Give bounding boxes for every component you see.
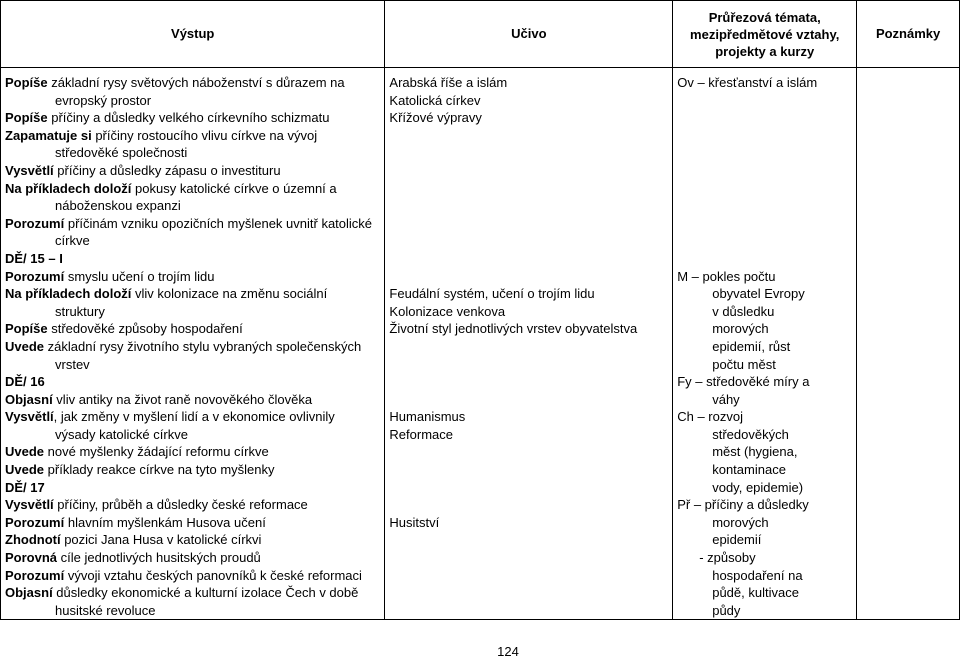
- vystup-line: [5, 232, 380, 250]
- ucivo-item: Arabská říše a islám: [389, 75, 508, 90]
- ucivo-item: Životní styl jednotlivých vrstev obyvatelstva: [389, 321, 638, 337]
- vystup-line-text: pokusy katolické církve o územní a: [131, 180, 337, 196]
- ucivo-spacer: [389, 162, 668, 180]
- temata-item: epidemií: [712, 532, 762, 548]
- vystup-line-text: hlavním myšlenkám Husova učení: [64, 514, 266, 530]
- vystup-line: [5, 531, 380, 549]
- vystup-line-verb: Popíše: [5, 110, 48, 126]
- temata-item: Ov – křesťanství a islám: [677, 75, 818, 90]
- vystup-line-verb: Uvede: [5, 462, 45, 478]
- vystup-cell: [1, 68, 385, 620]
- temata-item: epidemií, růst: [712, 338, 791, 354]
- header-row: [1, 1, 960, 68]
- ucivo-spacer: [389, 144, 668, 162]
- temata-item: obyvatel Evropy: [712, 286, 805, 302]
- vystup-line-verb: Zapamatuje si: [5, 127, 92, 143]
- vystup-line: [5, 602, 380, 620]
- ucivo-spacer: [389, 461, 668, 479]
- vystup-line: [5, 197, 380, 215]
- vystup-line-verb: Vysvětlí: [5, 497, 54, 513]
- ucivo-spacer: [389, 391, 668, 409]
- ucivo-spacer: [389, 443, 668, 461]
- vystup-line-verb: Zhodnotí: [5, 532, 61, 548]
- content-row: [1, 68, 960, 620]
- temata-item: Fy – středověké míry a: [677, 374, 810, 390]
- vystup-line-verb: DĚ/ 16: [5, 374, 45, 390]
- vystup-line-text: struktury: [55, 303, 105, 319]
- vystup-line-text: příčinám vzniku opozičních myšlenek uvnitř katolické: [64, 215, 373, 231]
- vystup-line: [5, 320, 380, 338]
- header-vystup: Výstup: [1, 1, 385, 68]
- vystup-line-text: husitské revoluce: [55, 602, 156, 618]
- temata-item: kontaminace: [712, 462, 786, 478]
- vystup-line: [5, 584, 380, 602]
- ucivo-item: Katolická církev: [389, 92, 481, 108]
- vystup-line: [5, 268, 380, 286]
- vystup-line: [5, 496, 380, 514]
- vystup-line-verb: Porozumí: [5, 567, 65, 583]
- vystup-line-verb: Objasní: [5, 391, 53, 407]
- vystup-line: [5, 408, 380, 426]
- vystup-line-text: vliv antiky na život raně novověkého člověka: [52, 391, 313, 407]
- vystup-line: [5, 109, 380, 127]
- vystup-line-verb: Vysvětlí: [5, 409, 54, 425]
- poznamky-cell: [857, 68, 960, 620]
- vystup-line-text: středověké společnosti: [55, 145, 188, 161]
- vystup-line: [5, 479, 380, 497]
- vystup-line: [5, 549, 380, 567]
- vystup-line-verb: Porovná: [5, 550, 58, 566]
- ucivo-item: Reformace: [389, 426, 453, 442]
- ucivo-cell: [385, 68, 673, 620]
- vystup-line-text: , jak změny v myšlení lidí a v ekonomice ovlivnily: [53, 409, 335, 425]
- ucivo-spacer: [389, 180, 668, 198]
- vystup-line: [5, 285, 380, 303]
- vystup-line-text: vývoji vztahu českých panovníků k české reformaci: [64, 567, 362, 583]
- vystup-line: [5, 74, 380, 92]
- vystup-line-text: středověké způsoby hospodaření: [47, 321, 243, 337]
- temata-spacer: [677, 250, 852, 268]
- temata-spacer: [677, 92, 852, 110]
- ucivo-spacer: [389, 250, 668, 268]
- vystup-line-verb: DĚ/ 17: [5, 479, 45, 495]
- ucivo-spacer: [389, 373, 668, 391]
- vystup-line-text: smyslu učení o trojím lidu: [64, 268, 215, 284]
- ucivo-item: Kolonizace venkova: [389, 303, 506, 319]
- vystup-line-verb: Popíše: [5, 321, 48, 337]
- ucivo-spacer: [389, 356, 668, 374]
- header-poznamky: Poznámky: [857, 1, 960, 68]
- vystup-line-text: příklady reakce církve na tyto myšlenky: [44, 462, 275, 478]
- temata-spacer: [677, 215, 852, 233]
- vystup-line: [5, 250, 380, 268]
- temata-item: středověkých: [712, 426, 789, 442]
- vystup-line-verb: DĚ/ 15 – I: [5, 250, 63, 266]
- temata-item: půdy: [712, 602, 741, 618]
- vystup-line: [5, 215, 380, 233]
- vystup-line-text: základní rysy světových náboženství s důrazem na: [47, 75, 345, 90]
- vystup-line: [5, 338, 380, 356]
- ucivo-spacer: [389, 338, 668, 356]
- vystup-line-verb: Na příkladech doloží: [5, 286, 132, 302]
- temata-item: morových: [712, 321, 769, 337]
- temata-item: Ch – rozvoj: [677, 409, 743, 425]
- vystup-line-text: náboženskou expanzi: [55, 198, 181, 214]
- temata-item: počtu měst: [712, 356, 776, 372]
- vystup-line-text: výsady katolické církve: [55, 426, 188, 442]
- temata-item: váhy: [712, 391, 740, 407]
- vystup-line-text: cíle jednotlivých husitských proudů: [57, 550, 261, 566]
- temata-item: morových: [712, 514, 769, 530]
- vystup-line: [5, 127, 380, 145]
- temata-item: M – pokles počtu: [677, 268, 776, 284]
- ucivo-spacer: [389, 197, 668, 215]
- temata-item: hospodaření na: [712, 567, 803, 583]
- ucivo-item: Humanismus: [389, 409, 466, 425]
- temata-spacer: [677, 127, 852, 145]
- temata-spacer: [677, 144, 852, 162]
- temata-item: půdě, kultivace: [712, 585, 799, 601]
- temata-spacer: [677, 232, 852, 250]
- vystup-line-text: evropský prostor: [55, 92, 152, 108]
- vystup-line-text: vliv kolonizace na změnu sociální: [131, 286, 328, 302]
- vystup-line-verb: Objasní: [5, 585, 53, 601]
- temata-item: měst (hygiena,: [712, 444, 798, 460]
- header-ucivo: Učivo: [385, 1, 673, 68]
- temata-item: - způsoby: [699, 550, 756, 566]
- ucivo-spacer: [389, 232, 668, 250]
- vystup-line-verb: Vysvětlí: [5, 162, 54, 178]
- ucivo-spacer: [389, 127, 668, 145]
- ucivo-item: Feudální systém, učení o trojím lidu: [389, 286, 595, 302]
- vystup-line-text: příčiny a důsledky zápasu o investituru: [53, 162, 281, 178]
- vystup-line: [5, 461, 380, 479]
- vystup-line-verb: Popíše: [5, 75, 48, 90]
- vystup-line: [5, 356, 380, 374]
- vystup-line-verb: Porozumí: [5, 215, 65, 231]
- vystup-line-text: základní rysy životního stylu vybraných společenských: [44, 338, 362, 354]
- vystup-line: [5, 303, 380, 321]
- ucivo-item: Křížové výpravy: [389, 110, 482, 126]
- temata-item: v důsledku: [712, 303, 775, 319]
- header-temata: Průřezová témata, mezipředmětové vztahy, projekty a kurzy: [673, 1, 857, 68]
- temata-spacer: [677, 109, 852, 127]
- ucivo-spacer: [389, 215, 668, 233]
- temata-item: vody, epidemie): [712, 479, 804, 495]
- vystup-line: [5, 426, 380, 444]
- vystup-line: [5, 373, 380, 391]
- vystup-line-verb: Uvede: [5, 444, 45, 460]
- vystup-line-verb: Porozumí: [5, 268, 65, 284]
- vystup-line-verb: Uvede: [5, 338, 45, 354]
- vystup-line-text: vrstev: [55, 356, 90, 372]
- temata-spacer: [677, 180, 852, 198]
- vystup-line-text: příčiny a důsledky velkého církevního schizmatu: [47, 110, 330, 126]
- ucivo-item: Husitství: [389, 514, 440, 530]
- vystup-line-text: příčiny, průběh a důsledky české reformace: [53, 497, 308, 513]
- vystup-line-verb: Porozumí: [5, 514, 65, 530]
- temata-spacer: [677, 162, 852, 180]
- vystup-line: [5, 514, 380, 532]
- vystup-line: [5, 180, 380, 198]
- ucivo-spacer: [389, 496, 668, 514]
- vystup-line: [5, 162, 380, 180]
- vystup-line-text: nové myšlenky žádající reformu církve: [44, 444, 269, 460]
- vystup-line: [5, 92, 380, 110]
- vystup-line: [5, 391, 380, 409]
- vystup-line: [5, 144, 380, 162]
- vystup-line-text: církve: [55, 233, 90, 249]
- vystup-line-verb: Na příkladech doloží: [5, 180, 132, 196]
- vystup-line: [5, 567, 380, 585]
- temata-item: Př – příčiny a důsledky: [677, 497, 809, 513]
- temata-cell: [673, 68, 857, 620]
- vystup-line: [5, 443, 380, 461]
- temata-spacer: [677, 197, 852, 215]
- vystup-line-text: příčiny rostoucího vlivu církve na vývoj: [91, 127, 318, 143]
- ucivo-spacer: [389, 479, 668, 497]
- page-number: 124: [497, 644, 519, 659]
- vystup-line-text: pozici Jana Husa v katolické církvi: [60, 532, 262, 548]
- vystup-line-text: důsledky ekonomické a kulturní izolace Čech v době: [52, 585, 359, 601]
- ucivo-spacer: [389, 268, 668, 286]
